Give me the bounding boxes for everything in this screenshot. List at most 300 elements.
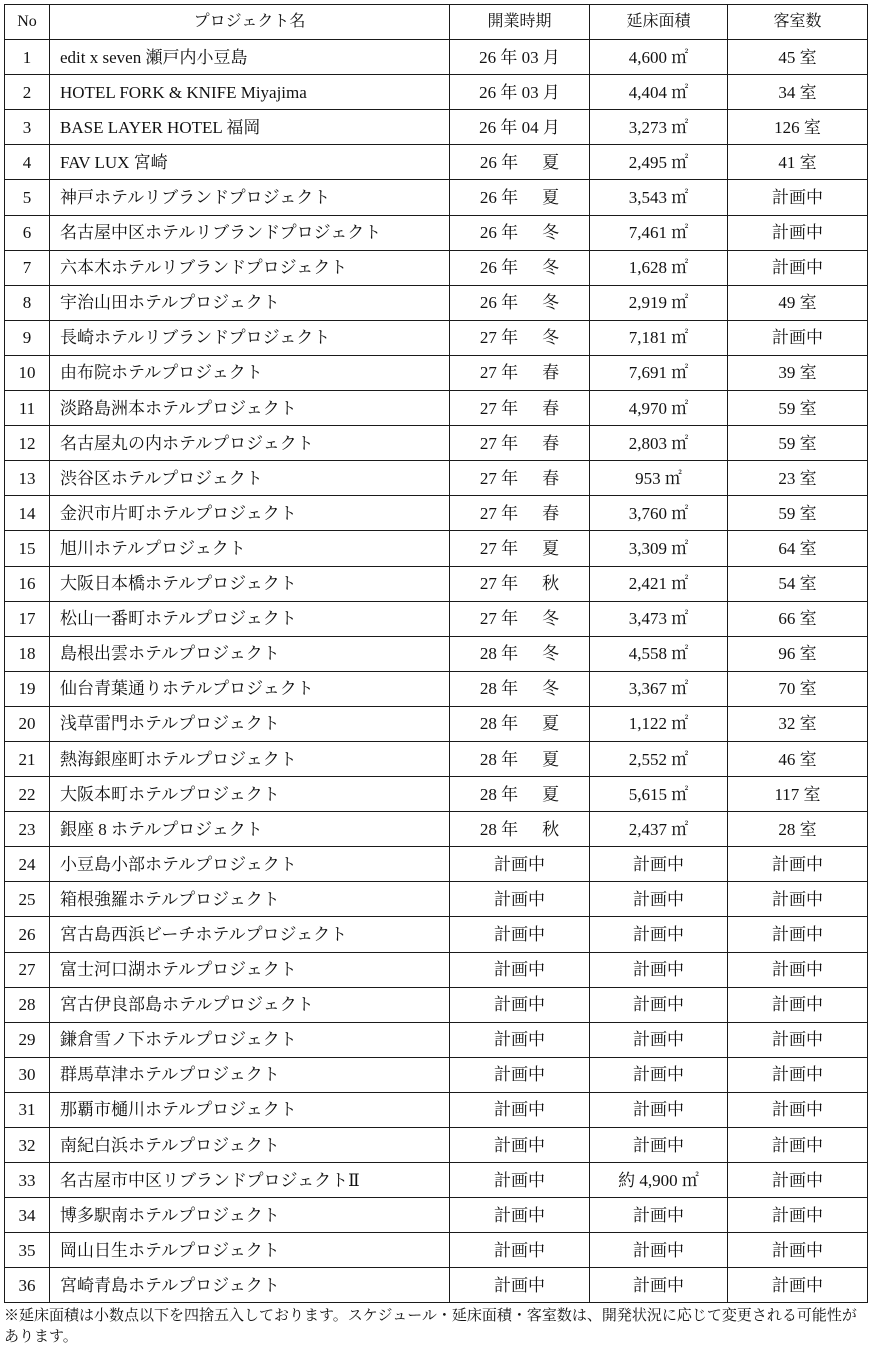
project-name: 浅草雷門ホテルプロジェクト	[60, 714, 280, 734]
cell-project-name	[50, 145, 450, 180]
cell-no	[5, 531, 50, 566]
opening-period: 27 年	[479, 363, 519, 383]
hotel-project-table	[4, 4, 868, 1303]
room-count: 計画中	[772, 924, 823, 944]
cell-opening-period	[450, 110, 590, 145]
opening-period: 計画中	[494, 1065, 545, 1085]
cell-floor-area	[590, 496, 728, 531]
cell-project-name	[50, 706, 450, 741]
opening-period: 27 年	[479, 503, 519, 523]
row-number: 7	[22, 258, 32, 278]
cell-no	[5, 1128, 50, 1163]
cell-no	[5, 566, 50, 601]
row-number: 11	[18, 398, 36, 418]
opening-season: 秋	[542, 819, 560, 839]
cell-room-count	[728, 1233, 868, 1268]
cell-project-name	[50, 671, 450, 706]
opening-season: 春	[542, 398, 560, 418]
cell-floor-area	[590, 531, 728, 566]
cell-floor-area	[590, 706, 728, 741]
cell-project-name	[50, 1198, 450, 1233]
cell-room-count	[728, 601, 868, 636]
header-no: No	[5, 5, 50, 40]
cell-room-count	[728, 391, 868, 426]
cell-floor-area	[590, 987, 728, 1022]
opening-period: 計画中	[494, 1030, 545, 1050]
project-name: 銀座 8 ホテルプロジェクト	[60, 819, 263, 839]
room-count: 59 室	[778, 503, 817, 523]
floor-area: 2,919 ㎡	[628, 293, 689, 313]
cell-project-name	[50, 917, 450, 952]
floor-area: 3,309 ㎡	[628, 538, 689, 558]
table-row	[5, 987, 868, 1022]
room-count: 計画中	[772, 328, 823, 348]
cell-floor-area	[590, 391, 728, 426]
floor-area: 計画中	[633, 1240, 684, 1260]
cell-opening-period	[450, 987, 590, 1022]
room-count: 41 室	[778, 152, 817, 172]
opening-season: 夏	[542, 784, 560, 804]
floor-area: 7,461 ㎡	[628, 223, 689, 243]
opening-period: 計画中	[494, 1275, 545, 1295]
cell-project-name	[50, 40, 450, 75]
cell-no	[5, 496, 50, 531]
cell-floor-area	[590, 952, 728, 987]
cell-floor-area	[590, 426, 728, 461]
table-row	[5, 671, 868, 706]
row-number: 10	[18, 363, 36, 383]
cell-project-name	[50, 1057, 450, 1092]
cell-opening-period	[450, 1022, 590, 1057]
cell-floor-area	[590, 636, 728, 671]
floor-area: 4,558 ㎡	[628, 644, 689, 664]
floor-area: 計画中	[633, 1100, 684, 1120]
floor-area: 4,404 ㎡	[628, 82, 689, 102]
cell-floor-area	[590, 1268, 728, 1303]
room-count: 計画中	[772, 1240, 823, 1260]
row-number: 22	[18, 784, 36, 804]
floor-area: 2,552 ㎡	[628, 749, 689, 769]
cell-project-name	[50, 601, 450, 636]
cell-no	[5, 391, 50, 426]
cell-opening-period	[450, 355, 590, 390]
cell-no	[5, 1268, 50, 1303]
cell-project-name	[50, 110, 450, 145]
cell-room-count	[728, 917, 868, 952]
cell-room-count	[728, 75, 868, 110]
room-count: 計画中	[772, 995, 823, 1015]
project-name: 群馬草津ホテルプロジェクト	[60, 1065, 280, 1085]
project-name: 宮古島西浜ビーチホテルプロジェクト	[60, 924, 348, 944]
floor-area: 計画中	[633, 889, 684, 909]
table-row	[5, 355, 868, 390]
room-count: 126 室	[774, 117, 821, 137]
cell-floor-area	[590, 1198, 728, 1233]
opening-period: 計画中	[494, 1205, 545, 1225]
floor-area: 計画中	[633, 995, 684, 1015]
floor-area: 2,421 ㎡	[628, 574, 689, 594]
cell-no	[5, 250, 50, 285]
cell-floor-area	[590, 40, 728, 75]
floor-area: 953 ㎡	[635, 468, 682, 488]
table-row	[5, 75, 868, 110]
cell-room-count	[728, 882, 868, 917]
cell-floor-area	[590, 215, 728, 250]
opening-season: 春	[542, 363, 560, 383]
cell-room-count	[728, 1163, 868, 1198]
row-number: 2	[22, 82, 32, 102]
room-count: 49 室	[778, 293, 817, 313]
cell-room-count	[728, 145, 868, 180]
opening-season: 夏	[542, 152, 560, 172]
cell-no	[5, 1022, 50, 1057]
project-name: 名古屋丸の内ホテルプロジェクト	[60, 433, 314, 453]
floor-area: 5,615 ㎡	[628, 784, 689, 804]
cell-project-name	[50, 812, 450, 847]
cell-no	[5, 1198, 50, 1233]
cell-opening-period	[450, 1233, 590, 1268]
row-number: 29	[18, 1030, 36, 1050]
project-name: 島根出雲ホテルプロジェクト	[60, 644, 280, 664]
opening-period: 27 年	[479, 398, 519, 418]
row-number: 18	[18, 644, 36, 664]
room-count: 計画中	[772, 1135, 823, 1155]
row-number: 35	[18, 1240, 36, 1260]
cell-opening-period	[450, 180, 590, 215]
project-name: 博多駅南ホテルプロジェクト	[60, 1205, 280, 1225]
cell-no	[5, 987, 50, 1022]
row-number: 12	[18, 433, 36, 453]
opening-period: 27 年	[479, 609, 519, 629]
cell-room-count	[728, 320, 868, 355]
floor-area: 計画中	[633, 960, 684, 980]
cell-project-name	[50, 1128, 450, 1163]
project-name: 宇治山田ホテルプロジェクト	[60, 293, 280, 313]
opening-period: 28 年	[479, 679, 519, 699]
cell-no	[5, 917, 50, 952]
cell-room-count	[728, 812, 868, 847]
floor-area: 計画中	[633, 1065, 684, 1085]
opening-season: 秋	[542, 574, 560, 594]
cell-no	[5, 1057, 50, 1092]
cell-no	[5, 355, 50, 390]
opening-period: 計画中	[494, 924, 545, 944]
opening-period: 計画中	[494, 1135, 545, 1155]
project-name: 宮古伊良部島ホテルプロジェクト	[60, 995, 314, 1015]
table-row	[5, 110, 868, 145]
cell-floor-area	[590, 145, 728, 180]
floor-area: 3,273 ㎡	[628, 117, 689, 137]
cell-project-name	[50, 426, 450, 461]
cell-opening-period	[450, 917, 590, 952]
cell-project-name	[50, 531, 450, 566]
floor-area: 7,691 ㎡	[628, 363, 689, 383]
cell-project-name	[50, 496, 450, 531]
cell-project-name	[50, 1268, 450, 1303]
cell-room-count	[728, 671, 868, 706]
cell-opening-period	[450, 566, 590, 601]
table-row	[5, 320, 868, 355]
table-row	[5, 1092, 868, 1127]
cell-project-name	[50, 75, 450, 110]
cell-opening-period	[450, 1128, 590, 1163]
table-row	[5, 461, 868, 496]
row-number: 30	[18, 1065, 36, 1085]
cell-room-count	[728, 1057, 868, 1092]
room-count: 28 室	[778, 819, 817, 839]
row-number: 1	[22, 47, 32, 67]
row-number: 9	[22, 328, 32, 348]
row-number: 20	[18, 714, 36, 734]
opening-season: 冬	[542, 609, 560, 629]
cell-room-count	[728, 426, 868, 461]
floor-area: 3,473 ㎡	[628, 609, 689, 629]
floor-area: 約 4,900 ㎡	[618, 1170, 699, 1190]
room-count: 計画中	[772, 1030, 823, 1050]
cell-opening-period	[450, 847, 590, 882]
cell-floor-area	[590, 1163, 728, 1198]
cell-room-count	[728, 706, 868, 741]
cell-room-count	[728, 180, 868, 215]
cell-opening-period	[450, 285, 590, 320]
cell-floor-area	[590, 1128, 728, 1163]
row-number: 33	[18, 1170, 36, 1190]
opening-period: 26 年 03 月	[479, 82, 560, 102]
row-number: 24	[18, 854, 36, 874]
table-row	[5, 636, 868, 671]
cell-room-count	[728, 40, 868, 75]
row-number: 21	[18, 749, 36, 769]
room-count: 59 室	[778, 433, 817, 453]
table-row	[5, 741, 868, 776]
room-count: 計画中	[772, 258, 823, 278]
cell-floor-area	[590, 355, 728, 390]
table-row	[5, 706, 868, 741]
floor-area: 計画中	[633, 1135, 684, 1155]
table-row	[5, 496, 868, 531]
row-number: 6	[22, 223, 32, 243]
cell-project-name	[50, 461, 450, 496]
floor-area: 4,600 ㎡	[628, 47, 689, 67]
row-number: 26	[18, 924, 36, 944]
table-row	[5, 285, 868, 320]
opening-period: 計画中	[494, 1240, 545, 1260]
cell-no	[5, 180, 50, 215]
floor-area: 計画中	[633, 1030, 684, 1050]
opening-period: 計画中	[494, 995, 545, 1015]
floor-area: 3,760 ㎡	[628, 503, 689, 523]
cell-floor-area	[590, 566, 728, 601]
room-count: 計画中	[772, 1100, 823, 1120]
cell-floor-area	[590, 285, 728, 320]
room-count: 39 室	[778, 363, 817, 383]
cell-no	[5, 882, 50, 917]
cell-no	[5, 601, 50, 636]
cell-opening-period	[450, 531, 590, 566]
cell-project-name	[50, 285, 450, 320]
footnote: ※延床面積は小数点以下を四捨五入しております。スケジュール・延床面積・客室数は、開発状況に応じて変更される可能性があります。	[4, 1308, 857, 1345]
row-number: 4	[22, 152, 32, 172]
project-name: 松山一番町ホテルプロジェクト	[60, 609, 297, 629]
project-name: 名古屋市中区リブランドプロジェクトⅡ	[60, 1170, 360, 1190]
cell-floor-area	[590, 461, 728, 496]
cell-room-count	[728, 461, 868, 496]
project-name: 大阪本町ホテルプロジェクト	[60, 784, 280, 804]
cell-floor-area	[590, 671, 728, 706]
cell-project-name	[50, 1092, 450, 1127]
opening-period: 26 年	[479, 258, 519, 278]
opening-season: 冬	[542, 328, 560, 348]
opening-period: 計画中	[494, 960, 545, 980]
cell-floor-area	[590, 1092, 728, 1127]
table-row	[5, 1198, 868, 1233]
opening-period: 26 年	[479, 223, 519, 243]
table-row	[5, 1128, 868, 1163]
table-row	[5, 952, 868, 987]
header-opening-period: 開業時期	[450, 5, 590, 40]
project-name: 岡山日生ホテルプロジェクト	[60, 1240, 280, 1260]
cell-floor-area	[590, 882, 728, 917]
cell-opening-period	[450, 461, 590, 496]
cell-no	[5, 75, 50, 110]
room-count: 23 室	[778, 468, 817, 488]
cell-room-count	[728, 355, 868, 390]
cell-project-name	[50, 636, 450, 671]
project-name: 那覇市樋川ホテルプロジェクト	[60, 1100, 297, 1120]
cell-project-name	[50, 1233, 450, 1268]
cell-opening-period	[450, 215, 590, 250]
project-name: 由布院ホテルプロジェクト	[60, 363, 263, 383]
cell-opening-period	[450, 250, 590, 285]
cell-project-name	[50, 566, 450, 601]
room-count: 計画中	[772, 1065, 823, 1085]
cell-no	[5, 741, 50, 776]
cell-opening-period	[450, 145, 590, 180]
room-count: 計画中	[772, 188, 823, 208]
row-number: 15	[18, 538, 36, 558]
cell-floor-area	[590, 1057, 728, 1092]
project-name: 渋谷区ホテルプロジェクト	[60, 468, 263, 488]
room-count: 34 室	[778, 82, 817, 102]
cell-room-count	[728, 496, 868, 531]
floor-area: 計画中	[633, 1275, 684, 1295]
row-number: 27	[18, 960, 36, 980]
cell-no	[5, 671, 50, 706]
project-name: BASE LAYER HOTEL 福岡	[60, 117, 261, 137]
table-row	[5, 250, 868, 285]
opening-period: 26 年	[479, 188, 519, 208]
table-row	[5, 566, 868, 601]
room-count: 46 室	[778, 749, 817, 769]
cell-opening-period	[450, 777, 590, 812]
opening-period: 26 年	[479, 293, 519, 313]
floor-area: 3,367 ㎡	[628, 679, 689, 699]
cell-room-count	[728, 1092, 868, 1127]
cell-room-count	[728, 847, 868, 882]
opening-season: 夏	[542, 188, 560, 208]
row-number: 16	[18, 574, 36, 594]
room-count: 計画中	[772, 889, 823, 909]
opening-period: 27 年	[479, 538, 519, 558]
table-row	[5, 777, 868, 812]
table-row	[5, 215, 868, 250]
project-name: 小豆島小部ホテルプロジェクト	[60, 854, 297, 874]
floor-area: 3,543 ㎡	[628, 188, 689, 208]
cell-opening-period	[450, 391, 590, 426]
project-name: FAV LUX 宮崎	[60, 152, 168, 172]
floor-area: 計画中	[633, 924, 684, 944]
cell-opening-period	[450, 636, 590, 671]
table-row	[5, 145, 868, 180]
cell-floor-area	[590, 917, 728, 952]
room-count: 32 室	[778, 714, 817, 734]
project-name: 鎌倉雪ノ下ホテルプロジェクト	[60, 1030, 297, 1050]
header-floor-area: 延床面積	[590, 5, 728, 40]
cell-room-count	[728, 741, 868, 776]
floor-area: 4,970 ㎡	[628, 398, 689, 418]
project-name: 大阪日本橋ホテルプロジェクト	[60, 574, 297, 594]
opening-season: 冬	[542, 223, 560, 243]
project-name: 旭川ホテルプロジェクト	[60, 538, 246, 558]
cell-no	[5, 40, 50, 75]
cell-floor-area	[590, 777, 728, 812]
project-name: 六本木ホテルリブランドプロジェクト	[60, 258, 348, 278]
row-number: 32	[18, 1135, 36, 1155]
cell-opening-period	[450, 320, 590, 355]
room-count: 59 室	[778, 398, 817, 418]
cell-no	[5, 952, 50, 987]
cell-opening-period	[450, 40, 590, 75]
cell-project-name	[50, 1022, 450, 1057]
project-name: 仙台青葉通りホテルプロジェクト	[60, 679, 314, 699]
table-row	[5, 180, 868, 215]
table-row	[5, 40, 868, 75]
cell-room-count	[728, 952, 868, 987]
opening-period: 計画中	[494, 854, 545, 874]
project-name: 箱根強羅ホテルプロジェクト	[60, 889, 280, 909]
floor-area: 2,803 ㎡	[628, 433, 689, 453]
row-number: 14	[18, 503, 36, 523]
row-number: 3	[22, 117, 32, 137]
cell-opening-period	[450, 1163, 590, 1198]
table-row	[5, 917, 868, 952]
cell-room-count	[728, 1268, 868, 1303]
cell-no	[5, 110, 50, 145]
cell-no	[5, 847, 50, 882]
room-count: 70 室	[778, 679, 817, 699]
row-number: 23	[18, 819, 36, 839]
row-number: 36	[18, 1275, 36, 1295]
cell-room-count	[728, 636, 868, 671]
cell-room-count	[728, 987, 868, 1022]
opening-period: 26 年 04 月	[479, 117, 560, 137]
table-row	[5, 847, 868, 882]
cell-room-count	[728, 285, 868, 320]
table-body	[5, 40, 868, 1303]
cell-floor-area	[590, 110, 728, 145]
table-row	[5, 1057, 868, 1092]
opening-period: 28 年	[479, 819, 519, 839]
cell-project-name	[50, 180, 450, 215]
cell-project-name	[50, 952, 450, 987]
opening-period: 28 年	[479, 644, 519, 664]
floor-area: 2,437 ㎡	[628, 819, 689, 839]
room-count: 45 室	[778, 47, 817, 67]
cell-no	[5, 636, 50, 671]
opening-period: 27 年	[479, 433, 519, 453]
cell-project-name	[50, 250, 450, 285]
room-count: 計画中	[772, 1275, 823, 1295]
